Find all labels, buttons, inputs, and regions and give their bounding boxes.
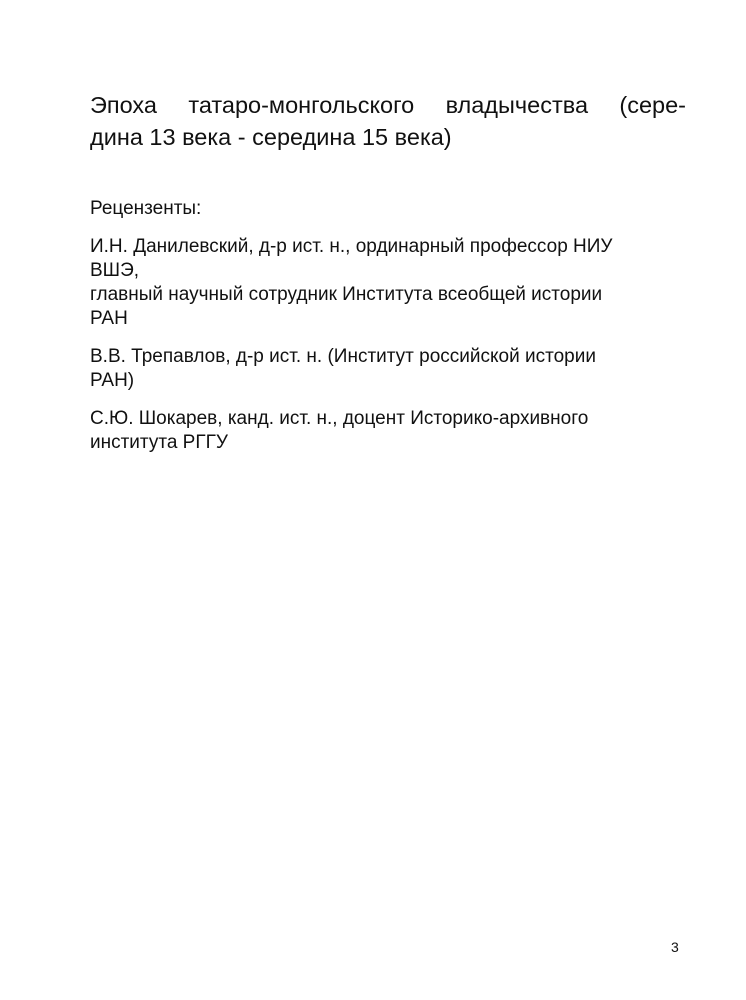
- reviewer-line: С.Ю. Шокарев, канд. ист. н., доцент Историко-архивного: [90, 408, 589, 429]
- reviewers-heading: Рецензенты:: [90, 198, 202, 219]
- title-line: дина 13 века - середина 15 века): [90, 124, 452, 150]
- title-line: Эпоха татаро-монгольского владычества (сере-: [90, 92, 686, 118]
- document-title: [90, 89, 686, 153]
- reviewer-line: РАН): [90, 370, 135, 391]
- reviewer-line: РАН: [90, 308, 128, 329]
- reviewer-line: главный научный сотрудник Института всеобщей истории: [90, 284, 603, 305]
- reviewer-shokarev: [90, 407, 680, 455]
- reviewer-line: В.В. Трепавлов, д-р ист. н. (Институт российской истории: [90, 346, 596, 367]
- reviewer-danilevsky: [90, 235, 680, 331]
- reviewer-line: института РГГУ: [90, 432, 228, 453]
- reviewers-section: [90, 197, 680, 469]
- page-number: 3: [671, 939, 679, 955]
- reviewer-trepavlov: [90, 345, 680, 393]
- reviewer-line: И.Н. Данилевский, д-р ист. н., ординарный профессор НИУ: [90, 236, 613, 257]
- reviewer-line: ВШЭ,: [90, 260, 140, 281]
